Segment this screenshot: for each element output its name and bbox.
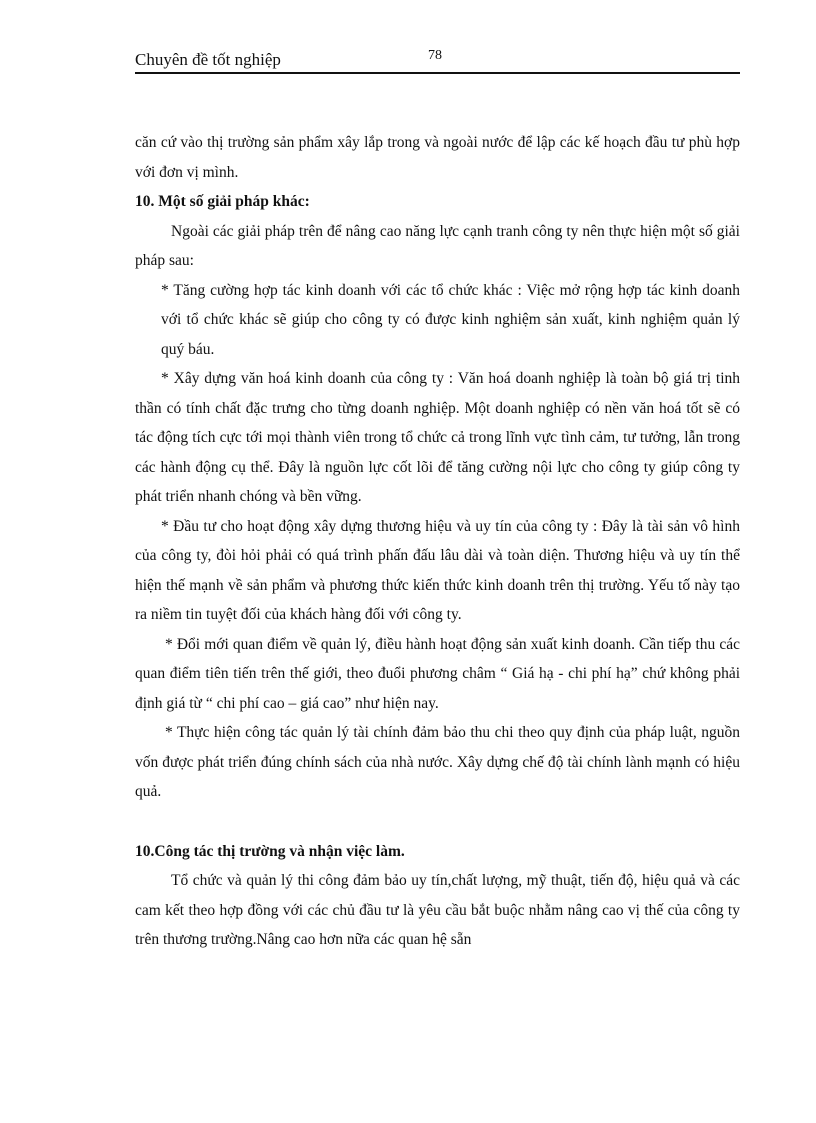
section-spacer	[135, 807, 740, 837]
header-title: Chuyên đề tốt nghiệp	[135, 50, 281, 69]
bullet-cooperation: * Tăng cường hợp tác kinh doanh với các tổ chức khác : Việc mở rộng hợp tác kinh doanh với tổ chức khác sẽ giúp cho công ty có được kinh nghiệm sản xuất, kinh nghiệm quản lý quý báu.	[161, 281, 740, 358]
page-header	[135, 48, 740, 74]
paragraph-solutions-intro: Ngoài các giải pháp trên để nâng cao năng lực cạnh tranh công ty nên thực hiện một số giải pháp sau:	[135, 222, 740, 269]
section-heading-market: 10.Công tác thị trường và nhận việc làm.	[135, 842, 405, 860]
bullet-financial-management: * Thực hiện công tác quản lý tài chính đảm bảo thu chi theo quy định của pháp luật, nguồn vốn được phát triển đúng chính sách của nhà nước. Xây dựng chế độ tài chính lành mạnh có hiệu quả.	[135, 724, 740, 800]
paragraph-market: Tổ chức và quản lý thi công đảm bảo uy tín,chất lượng, mỹ thuật, tiến độ, hiệu quả và các cam kết theo hợp đồng với các chủ đầu tư là yêu cầu bắt buộc nhằm nâng cao vị thế của công ty trên thương trường.Nâng cao hơn nữa các quan hệ sẵn	[135, 872, 740, 948]
intro-paragraph: căn cứ vào thị trường sản phẩm xây lắp trong và ngoài nước để lập các kế hoạch đầu tư phù hợp với đơn vị mình.	[135, 134, 740, 181]
bullet-management-innovation: * Đổi mới quan điểm về quản lý, điều hành hoạt động sản xuất kinh doanh. Cần tiếp thu các quan điểm tiên tiến trên thế giới, theo đuổi phương châm “ Giá hạ - chi phí hạ” chứ không phải định giá từ “ chi phí cao – giá cao” như hiện nay.	[135, 635, 740, 712]
section-heading-other-solutions: 10. Một số giải pháp khác:	[135, 193, 310, 210]
page-number: 78	[428, 48, 442, 63]
bullet-business-culture: * Xây dựng văn hoá kinh doanh của công ty : Văn hoá doanh nghiệp là toàn bộ giá trị tinh thần có tính chất đặc trưng cho từng doanh nghiệp. Một doanh nghiệp có nền văn hoá tốt sẽ có tác động tích cực tới mọi thành viên trong tổ chức cả trong lĩnh vực tình cảm, tư tưởng, lẫn trong các hành động cụ thể. Đây là nguồn lực cốt lõi để tăng cường nội lực cho công ty giúp công ty phát triển nhanh chóng và bền vững.	[135, 370, 740, 505]
document-body	[135, 128, 740, 955]
bullet-brand-reputation: * Đầu tư cho hoạt động xây dựng thương hiệu và uy tín của công ty : Đây là tài sản vô hình của công ty, đòi hỏi phải có quá trình phấn đấu lâu dài và toàn diện. Thương hiệu và uy tín thể hiện thế mạnh về sản phẩm và phương thức kiến thức kinh doanh trên thị trường. Yếu tố này tạo ra niềm tin tuyệt đối của khách hàng đối với công ty.	[135, 517, 740, 623]
